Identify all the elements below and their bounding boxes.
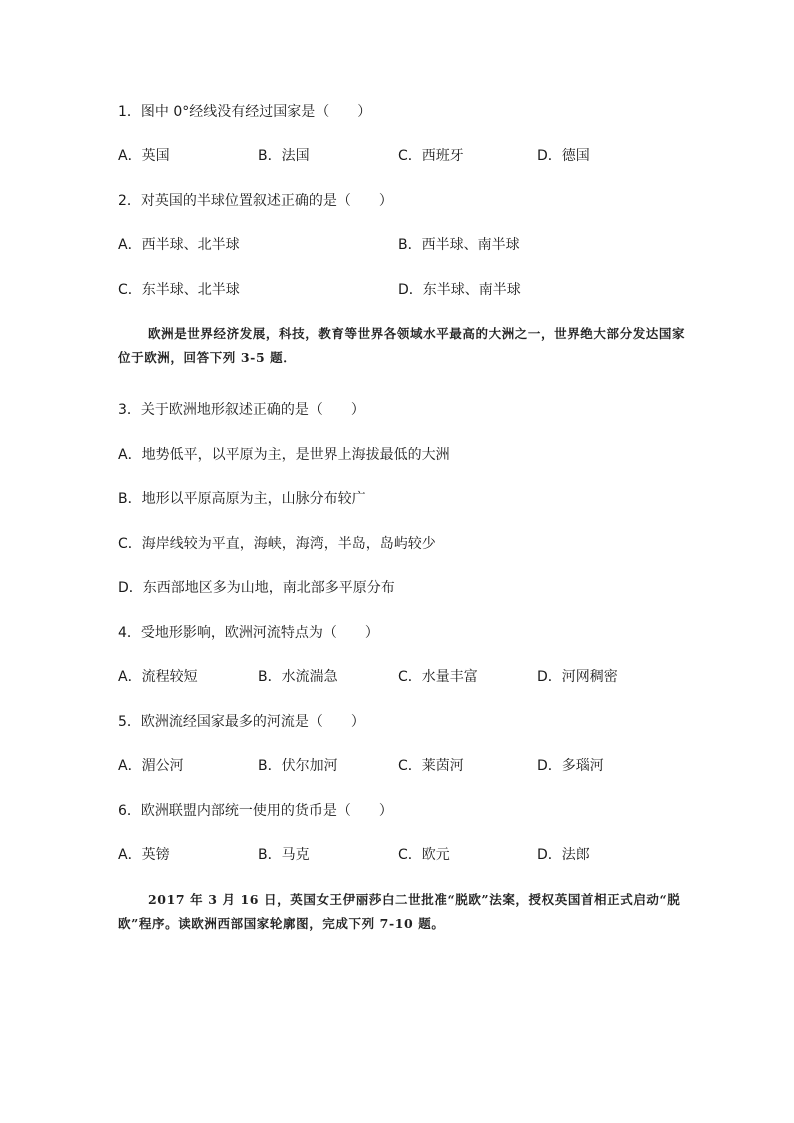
question-6-option-d[interactable]: D．法郎 xyxy=(537,847,590,863)
passage-europe-intro: 欧洲是世界经济发展，科技，教育等世界各领域水平最高的大洲之一，世界绝大部分发达国家位于欧洲，回答下列 3-5 题． xyxy=(118,326,686,365)
question-2-option-c[interactable]: C．东半球、北半球 xyxy=(118,282,240,298)
question-4-stem: 4．受地形影响，欧洲河流特点为（ ） xyxy=(118,625,379,641)
question-2-option-a[interactable]: A．西半球、北半球 xyxy=(118,237,240,253)
question-3-stem: 3．关于欧洲地形叙述正确的是（ ） xyxy=(118,402,365,418)
question-4-option-b[interactable]: B．水流湍急 xyxy=(258,669,338,685)
question-3-option-c[interactable]: C．海岸线较为平直，海峡，海湾，半岛，岛屿较少 xyxy=(118,536,436,552)
passage-brexit: 2017 年 3 月 16 日，英国女王伊丽莎白二世批准“脱欧”法案，授权英国首相正式启动“脱欧”程序。读欧洲西部国家轮廓图，完成下列 7-10 题。 xyxy=(118,892,681,931)
question-4-option-d[interactable]: D．河网稠密 xyxy=(537,669,618,685)
question-3-option-a[interactable]: A．地势低平，以平原为主，是世界上海拔最低的大洲 xyxy=(118,447,450,463)
question-1-option-b[interactable]: B．法国 xyxy=(258,148,310,164)
question-1-stem: 1．图中 0°经线没有经过国家是（ ） xyxy=(118,104,372,120)
question-5-option-d[interactable]: D．多瑙河 xyxy=(537,758,604,774)
question-5-option-b[interactable]: B．伏尔加河 xyxy=(258,758,338,774)
question-6-option-a[interactable]: A．英镑 xyxy=(118,847,170,863)
question-4-option-a[interactable]: A．流程较短 xyxy=(118,669,198,685)
question-2-option-b[interactable]: B．西半球、南半球 xyxy=(398,237,520,253)
question-3-option-b[interactable]: B．地形以平原高原为主，山脉分布较广 xyxy=(118,491,366,507)
question-6-option-b[interactable]: B．马克 xyxy=(258,847,310,863)
question-5-option-a[interactable]: A．湄公河 xyxy=(118,758,184,774)
question-5-stem: 5．欧洲流经国家最多的河流是（ ） xyxy=(118,714,365,730)
question-1-option-d[interactable]: D．德国 xyxy=(537,148,590,164)
question-1-option-c[interactable]: C．西班牙 xyxy=(398,148,464,164)
question-2-stem: 2．对英国的半球位置叙述正确的是（ ） xyxy=(118,193,393,209)
question-2-option-d[interactable]: D．东半球、南半球 xyxy=(398,282,521,298)
question-1-option-a[interactable]: A．英国 xyxy=(118,148,170,164)
question-3-option-d[interactable]: D．东西部地区多为山地，南北部多平原分布 xyxy=(118,580,395,596)
question-6-stem: 6．欧洲联盟内部统一使用的货币是（ ） xyxy=(118,803,393,819)
question-5-option-c[interactable]: C．莱茵河 xyxy=(398,758,464,774)
question-4-option-c[interactable]: C．水量丰富 xyxy=(398,669,478,685)
question-6-option-c[interactable]: C．欧元 xyxy=(398,847,450,863)
